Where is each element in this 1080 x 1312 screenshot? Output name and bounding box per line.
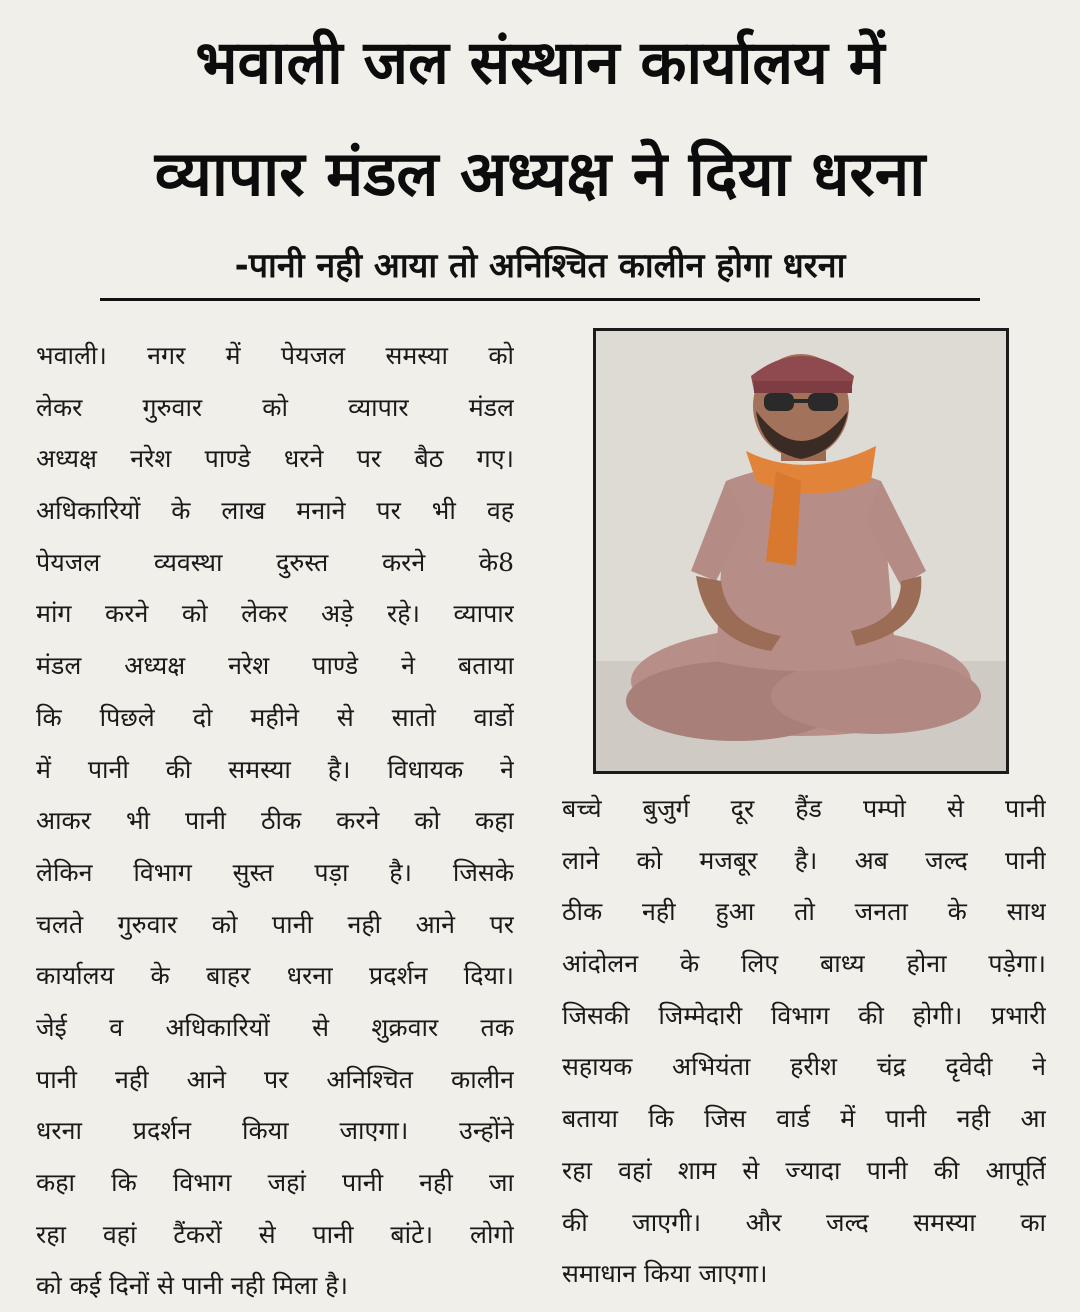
article-line: कि पिछले दो महीने से सातो वार्डो <box>36 702 514 732</box>
seated-man-photo <box>596 331 1006 771</box>
article-line: की जाएगी। और जल्द समस्या का <box>562 1207 1046 1237</box>
article-line: रहा वहां टैंकरों से पानी बांटे। लोगो <box>36 1219 514 1249</box>
article-line: लेकिन विभाग सुस्त पड़ा है। जिसके <box>36 857 514 887</box>
article-line: जिसकी जिम्मेदारी विभाग की होगी। प्रभारी <box>562 1000 1046 1030</box>
article-line: रहा वहां शाम से ज्यादा पानी की आपूर्ति <box>562 1155 1046 1185</box>
article-right-column <box>562 783 1046 1300</box>
article-line: कहा कि विभाग जहां पानी नही जा <box>36 1168 514 1197</box>
article-line: सहायक अभियंता हरीश चंद्र दृवेदी ने <box>562 1052 1046 1082</box>
article-line: चलते गुरुवार को पानी नही आने पर <box>36 909 514 939</box>
article-line: बताया कि जिस वार्ड में पानी नही आ <box>562 1104 1046 1134</box>
article-line: में पानी की समस्या है। विधायक ने <box>36 754 514 784</box>
article-left-column <box>36 330 514 1312</box>
article-line: आंदोलन के लिए बाध्य होना पड़ेगा। <box>562 949 1046 979</box>
article-line: मंडल अध्यक्ष नरेश पाण्डे ने बताया <box>36 651 514 681</box>
article-line: भवाली। नगर में पेयजल समस्या को <box>36 341 514 370</box>
article-line: पानी नही आने पर अनिश्चित कालीन <box>36 1064 514 1094</box>
article-line: को कई दिनों से पानी नही मिला है। <box>36 1271 349 1301</box>
article-line: मांग करने को लेकर अड़े रहे। व्यापार <box>36 599 514 629</box>
article-line: पेयजल व्यवस्था दुरुस्त करने के8 <box>36 547 514 577</box>
headline-line-1: भवाली जल संस्थान कार्यालय में <box>195 28 885 98</box>
article-line: अध्यक्ष नरेश पाण्डे धरने पर बैठ गए। <box>36 444 514 474</box>
article-line: समाधान किया जाएगा। <box>562 1259 768 1289</box>
article-line: लाने को मजबूर है। अब जल्द पानी <box>562 845 1046 875</box>
article-line: अधिकारियों के लाख मनाने पर भी वह <box>36 496 514 526</box>
article-line: आकर भी पानी ठीक करने को कहा <box>36 806 514 836</box>
article-line: जेई व अधिकारियों से शुक्रवार तक <box>36 1012 514 1042</box>
article-line: ठीक नही हुआ तो जनता के साथ <box>562 897 1046 927</box>
article-line: बच्चे बुजुर्ग दूर हैंड पम्पो से पानी <box>562 794 1046 823</box>
article-photo <box>593 328 1009 774</box>
article-line: कार्यालय के बाहर धरना प्रदर्शन दिया। <box>36 961 514 991</box>
article-line: धरना प्रदर्शन किया जाएगा। उन्होंने <box>36 1116 514 1146</box>
article-line: लेकर गुरुवार को व्यापार मंडल <box>36 392 514 422</box>
headline-line-2: व्यापार मंडल अध्यक्ष ने दिया धरना <box>154 137 926 210</box>
subheadline: -पानी नही आया तो अनिश्चित कालीन होगा धरना <box>100 240 980 301</box>
